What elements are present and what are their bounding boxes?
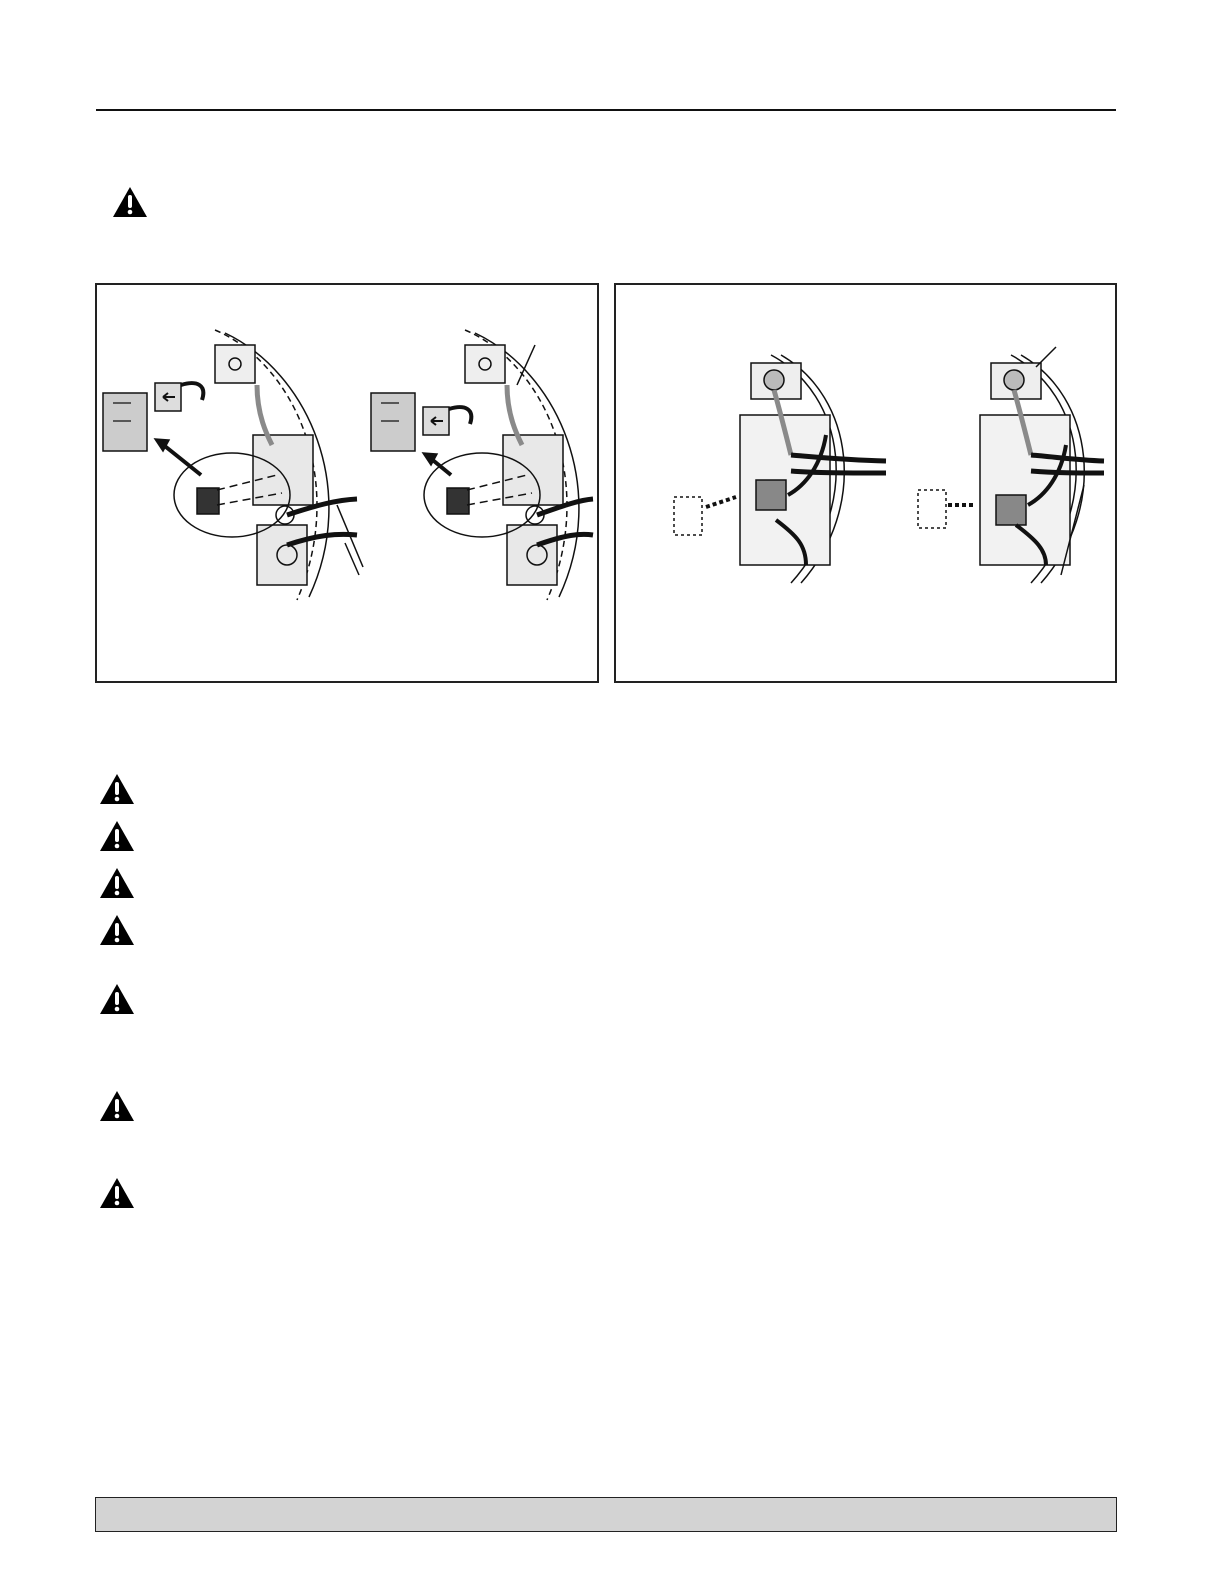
warning-triangle-icon [99, 983, 135, 1015]
warning-triangle-icon [99, 867, 135, 899]
terminal-block-illustration [97, 285, 597, 681]
warning-triangle-icon [99, 820, 135, 852]
switch-block-illustration [616, 285, 1115, 681]
warning-triangle-icon [112, 186, 148, 218]
warning-triangle-icon [99, 773, 135, 805]
warning-triangle-icon [99, 914, 135, 946]
footer-bar [95, 1497, 1117, 1532]
warning-triangle-icon [99, 1177, 135, 1209]
figure-panel-left [95, 283, 599, 683]
header-rule [96, 109, 1116, 111]
figure-panel-right [614, 283, 1117, 683]
warning-triangle-icon [99, 1090, 135, 1122]
